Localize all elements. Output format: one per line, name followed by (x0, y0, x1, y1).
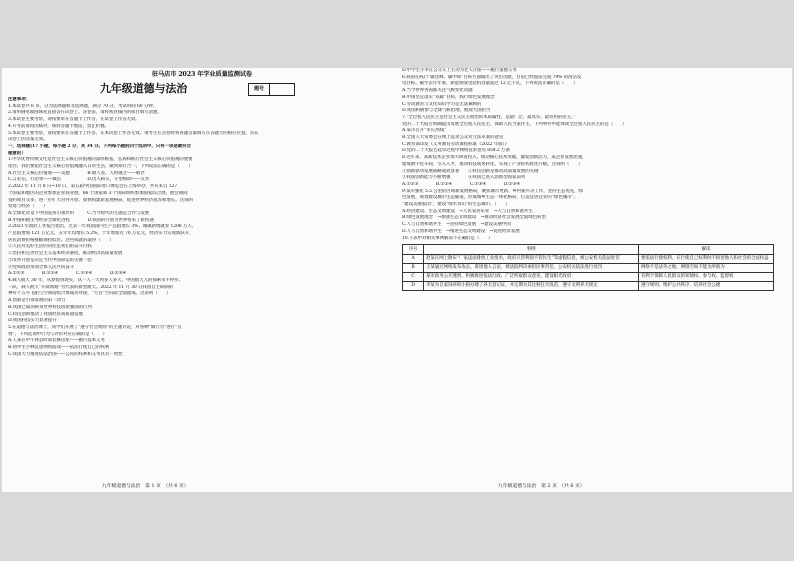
table-cell: 网络不是法外之地，网络空间不能为所欲为 (639, 264, 774, 273)
text-line: B.我国已成功跻身世界科技创新强国的行列 (8, 304, 92, 310)
text-line: ①人民对美好生活的向往是我们的奋斗目标 (8, 244, 92, 250)
text-line: A.创新是引领发展的第一动力 (8, 298, 66, 304)
text-line: 10.下表中对相关事例解读不正确的是（ ） (402, 235, 493, 241)
table-cell: 王某通过网络发布攻击、诽谤他人言论，被法院判决承担民事责任，公安机关依法进行处罚 (424, 264, 639, 273)
text-line: 6.我国在践行“碳达峰、碳中和”目标方面做出了突出贡献，目前已经提前完成 79% 的清洁发 (402, 74, 582, 80)
text-line: 电目标。截至去年年底，新能源发电装机容量超过 12 亿千瓦，下列说法正确的是（ ） (402, 81, 578, 87)
exam-header: 驻马店市 2023 年学业质量监测试卷 (151, 71, 253, 78)
text-line: 注意事项： (8, 97, 30, 102)
text-line: 2.2022 年 11 月 8 日~10 日，第五届中国国际进口博览会在上海举办，共有来自 127 (8, 184, 178, 190)
text-line: D.我国积极参与全球气候治理，展现大国担当 (402, 108, 491, 114)
text-line: A.王某在中午休息时间装修房屋——履行基本义务 (8, 338, 105, 344)
text-line: 途径。我们要把社会主义核心价值观融入日常生活，做到知行合一。下列说法正确的是（ ） (8, 164, 193, 170)
page-2-body (402, 68, 790, 242)
text-line: A.①②③ B.①②④ C.①③④ D.②③④ (402, 181, 521, 187)
text-line: C.我国大力推进依法治国——公民的权利和义务具有一致性 (8, 351, 123, 357)
text-line: C.科技创新推动了我国经济高质量发展 (8, 311, 83, 317)
page-2 (402, 68, 790, 492)
text-line: C.言必信，行必果——诚信 D.出入相友，守望相助——友善 (8, 177, 150, 183)
table-cell: B (403, 264, 424, 273)
table-header-row (403, 245, 774, 255)
text-line: ③改革开放是决定当代中国命运的关键一招 (8, 257, 92, 263)
text-line: 赞”。下列选项中行为与评价对应正确的是（ ） (8, 331, 107, 337)
text-line: A.①②③ B.①②④ C.①③④ D.②③④ (8, 271, 127, 277)
text-line: ④党和政府带领全体人民共同奋斗 (8, 264, 74, 270)
text-line: 产总值增加 121 万亿元，五年年均增长 5.2%，十年增加近 70 万亿元，经济实力实现新跃升， (8, 231, 194, 237)
text-line: 5.本试卷主要考察，请按要求在答题卡上作答，在本试卷上作答无效。请考生在答卷时将各题答案填写在答题卡的相应位置，答在 (8, 130, 259, 136)
text-line: ②坚持和完善社会主义基本经济制度，推动经济高质量发展 (8, 251, 123, 257)
page-1 (8, 68, 396, 492)
case-table (402, 244, 774, 291)
table-cell: A (403, 255, 424, 264)
page-2-footer: 九年级道德与法治 第 2 页 （共 6 页） (498, 484, 585, 489)
text-line: 9.某市强化 5.5 公里的区域新发展格局，聚焦城市更新、乡村振兴等工作，坚持生态优先，绿 (402, 188, 583, 194)
text-line: 3.本试卷主要考察，请按要求在答题卡上作答，在试卷上作答无效。 (8, 117, 140, 123)
text-line: “建设美丽家园”，建设“绿水青山”的生态城市。（ ） (402, 202, 510, 208)
table-row (403, 264, 774, 273)
text-line: 4.开考前请再次核对，保持答题卡整洁，禁止折叠。 (8, 123, 109, 129)
text-line: B.全国人大常委会在网上征求公众对立法草案的意见 (402, 135, 504, 141)
text-line: A.经济建设、生态文明建设 →人民安居乐业 →人与自然和谐共生 (402, 208, 533, 214)
text-line: 居民消费价格涨幅保持低位。这些成就的取得（ ） (8, 237, 114, 243)
score-field (270, 84, 294, 95)
text-line: 党的二十大报告明确提出发展全过程人民民主，保障人民当家作主。下列事件中能体现全过程人民民主的是（ ） (402, 121, 627, 127)
text-line: 建成数字化车间，引入人才，推动科技成果转化，实现了产业结构优化升级。这说明（ ） (402, 161, 583, 167)
text-line: ③我国创新能力不断增强 ④我国已进入创新型国家前列 (402, 175, 526, 181)
text-line: C.劳动教育与文化知识学习是无法兼顾的 (402, 101, 482, 107)
table-cell: 李某为自家饲养的小狗办理了养犬登记证，并定期为其注射狂犬疫苗，遵守文明养犬规定 (424, 282, 639, 291)
table-cell: 遵守规则，维护公共秩序，培养社会公德 (639, 282, 774, 291)
text-line: C.人与自然和谐共生 →坚持绿色发展 →建设美丽中国 (402, 222, 511, 228)
text-line: 一队，载人航天“开辟新路”为代表的新型航天。2022 年 11 月 30 日我国自主研制的 (8, 284, 174, 290)
text-line: 签约项目众多，进一步扩大对外开放，加快构建新发展格局，促进世界经济复苏和增长。这说明 (8, 197, 193, 203)
page-1-body (8, 97, 396, 358)
title-row (8, 81, 396, 97)
text-line: 题意的） (8, 150, 26, 156)
text-line: 7.“全过程人民民主是社会主义民主政治的本质属性，是最广泛、最真实、最管用的民主。” (402, 114, 576, 120)
table-cell: D (403, 282, 424, 291)
text-line: ①创新驱动发展战略成效显著 ②科技创新是推动高质量发展的关键 (402, 168, 539, 174)
text-line: 3.2023 年政府工作报告指出，过去一年我国国内生产总值增长 3%，城镇新增就业 1206 万人， (8, 224, 197, 230)
table-cell: 某市政务公开透明，积极推进依法行政，广泛听取群众意见，建设阳光政府 (424, 273, 639, 282)
table-row (403, 282, 774, 291)
table-header-cell: 解读 (639, 245, 774, 255)
score-box (248, 83, 295, 96)
text-line: A.全球化背景下中国发挥引领作用 C.当今时代的主题是合作与发展 (8, 210, 149, 216)
text-line: 5.在道德与法治课上，同学们开展了“遵守社会规则”的主题讨论，对各种“做行为”进行“点 (8, 324, 182, 330)
text-line: A.当今世界各国都关注气候变化问题 (402, 88, 473, 94)
table-header-cell: 事例 (424, 245, 639, 255)
text-line: 贸易与经济（ ） (8, 204, 48, 210)
text-line: 8.近年来，高新技术企业加大研发投入，推动核心技术突破，激发创新活力，某企业发展迅速， (402, 155, 587, 161)
text-line: D.党的二十大报告起草过程中网络征求意见 854.2 万条 (402, 148, 510, 154)
text-line: 1.本试卷共 6 页，分为选择题和非选择题，满分 70 分，考试时间 60 分钟。 (8, 103, 158, 109)
table-cell: 有利于保障人民群众的知情权、参与权、监督权 (639, 273, 774, 282)
text-line: B.绿色发展理念 →加强生态文明建设 →推动经济社会发展全面绿色转型 (402, 215, 546, 221)
text-line: 神舟十五号飞船与空间站组合体成功对接，“天宫”空间站全面建成。这表明（ ） (8, 291, 171, 297)
table-row (403, 255, 774, 264)
text-line: A.社会主义核心价值观——美德 B.敬人者，人恒敬之——敬老 (8, 170, 145, 176)
text-line: B.中国坚定落实“双碳”目标，践行绿色发展理念 (402, 94, 495, 100)
text-line: 4.载人航天 30 年，从梦想到现实，从一人一天到多人多天，中国航天人的探索永不停步。 (8, 277, 184, 283)
text-line: C.教育部印发《义务教育劳动课程标准（2022 年版）》 (402, 141, 510, 147)
text-line: 色发展，规划建设城市生态廊道，形成城乡生态一体化格局，打造宜居宜业的“绿色城市”。 (402, 195, 578, 201)
text-line: B.初中生小林沉迷网络游戏——依法行使自己的权利 (8, 345, 110, 351)
page-1-footer: 九年级道德与法治 第 1 页 （共 6 页） (102, 484, 189, 489)
score-label: 题号 (249, 84, 270, 95)
exam-title: 九年级道德与法治 (100, 82, 188, 95)
text-line: 2.请用钢笔或圆珠笔直接答在试卷上。答卷前，请将密封线内的项目填写清楚。 (8, 110, 162, 116)
text-line: 个国家和地区的企业参加企业商业展，66 个国家和 3 个国际组织参加国家综合展。展会期间 (8, 190, 188, 196)
table-header-cell: 序号 (403, 245, 424, 255)
text-line: 1.中华优秀传统文化是社会主义核心价值观的深厚根基，弘扬和践行社会主义核心价值观的重要 (8, 157, 193, 163)
text-line: 一、选择题(17 小题，每小题 2 分，共 34 分。下列每小题的四个选项中，只有一项是最符合 (8, 143, 191, 149)
table-row (403, 273, 774, 282)
table-cell: 要依法行使权利，在行使自己权利时不损害他人和社会的合法权益 (639, 255, 774, 264)
text-line: A.某市召开“市长热线” (402, 128, 447, 134)
text-line: D.我国科技实力显著提升 (8, 318, 57, 324)
table-cell: 赵某在网上散布“厂家违法排放工业废水，政府只管利润不管民生”等虚假信息，被公安机关依法处罚 (424, 255, 639, 264)
text-line: D.中学生小李在公交车上主动为老人让座——履行道德义务 (402, 68, 517, 73)
text-line: 试卷上的答案无效。 (8, 137, 48, 143)
text-line: D.人与自然和谐共生 →推进生态文明建设 →促进经济发展 (402, 228, 520, 234)
exam-paper-spread (2, 68, 792, 492)
text-line: B.中国积极主导经济全球化进程 D.我国的开放为世界带来了新机遇 (8, 217, 154, 223)
table-cell: C (403, 273, 424, 282)
